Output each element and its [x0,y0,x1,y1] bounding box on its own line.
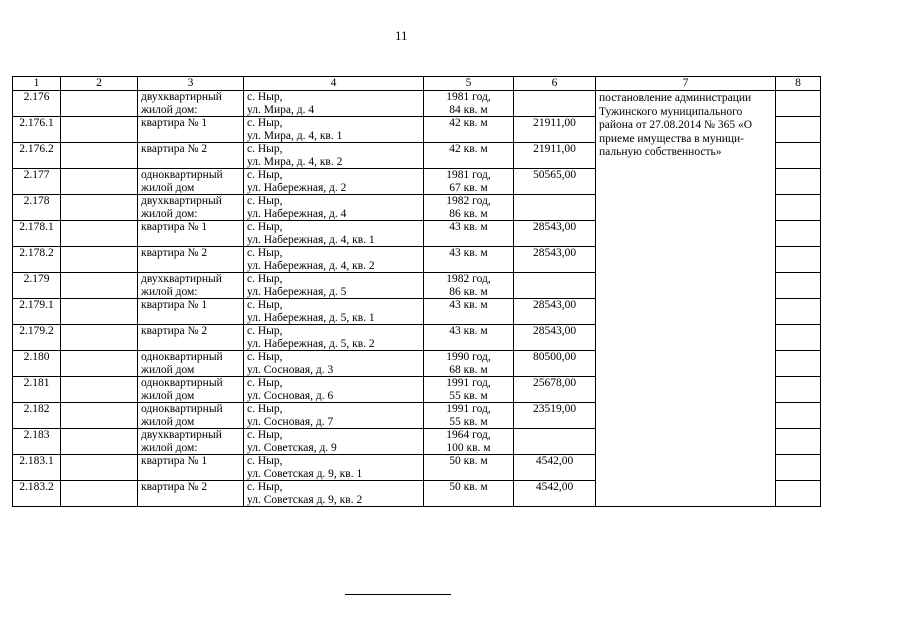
object-type-cell [138,117,244,143]
year-area-line: 1991 год, [446,403,491,415]
year-area-line: 50 кв. м [449,481,488,493]
cost-cell [514,455,596,481]
year-area-cell [424,273,514,299]
object-type-cell [138,429,244,455]
cost-value: 4542,00 [535,481,574,493]
object-type-line: жилой дом [141,363,195,376]
object-type-cell [138,143,244,169]
address-cell [244,169,424,195]
object-type-line: одноквартирный [141,403,223,415]
object-type-cell [138,455,244,481]
address-cell [244,377,424,403]
registry-number: 2.181 [23,377,50,389]
registry-number-cell [13,221,61,247]
cost-value: 28543,00 [532,221,577,233]
address-cell [244,403,424,429]
year-area-cell [424,351,514,377]
year-area-line: 67 кв. м [449,181,488,194]
empty-cell [61,351,138,377]
year-area-cell [424,481,514,507]
address-cell [244,273,424,299]
year-area-line: 43 кв. м [449,247,488,259]
cost-cell [514,247,596,273]
column-header: 1 [13,77,61,91]
address-cell [244,221,424,247]
empty-cell [776,325,821,351]
address-line: с. Ныр, [247,403,283,415]
address-line: ул. Набережная, д. 5, кв. 2 [247,337,375,350]
year-area-cell [424,91,514,117]
address-line: с. Ныр, [247,481,283,493]
empty-cell [776,455,821,481]
object-type-line: жилой дом: [141,285,198,298]
object-type-line: квартира № 1 [141,299,208,311]
registry-number-cell [13,351,61,377]
address-cell [244,247,424,273]
object-type-cell [138,299,244,325]
address-line: ул. Мира, д. 4, кв. 2 [247,155,343,168]
cost-value: 28543,00 [532,247,577,259]
cost-cell [514,299,596,325]
year-area-cell [424,221,514,247]
object-type-line: жилой дом: [141,207,198,220]
table-body [13,91,821,507]
year-area-cell [424,143,514,169]
empty-cell [776,351,821,377]
object-type-cell [138,403,244,429]
empty-cell [776,91,821,117]
cost-cell [514,169,596,195]
empty-cell [61,481,138,507]
object-type-line: двухквартирный [141,91,222,103]
year-area-line: 55 кв. м [449,415,488,428]
registry-number: 2.179.2 [19,325,54,337]
empty-cell [776,273,821,299]
address-line: с. Ныр, [247,429,283,441]
registry-number: 2.183.2 [19,481,54,493]
empty-cell [776,117,821,143]
registry-number-cell [13,91,61,117]
empty-cell [776,143,821,169]
address-cell [244,351,424,377]
address-line: с. Ныр, [247,169,283,181]
cost-value: 50565,00 [532,169,577,181]
object-type-cell [138,325,244,351]
address-line: ул. Сосновая, д. 6 [247,389,334,402]
address-line: ул. Набережная, д. 5, кв. 1 [247,311,375,324]
empty-cell [61,455,138,481]
registry-number: 2.178.2 [19,247,54,259]
object-type-line: квартира № 2 [141,325,208,337]
year-area-line: 100 кв. м [446,441,491,454]
empty-cell [776,299,821,325]
address-line: с. Ныр, [247,351,283,363]
year-area-line: 1982 год, [446,273,491,285]
year-area-line: 1981 год, [446,91,491,103]
registry-number-cell [13,481,61,507]
address-line: ул. Советская д. 9, кв. 2 [247,493,363,506]
object-type-line: одноквартирный [141,351,223,363]
address-line: ул. Мира, д. 4 [247,103,315,116]
year-area-cell [424,247,514,273]
cost-cell [514,117,596,143]
registry-number: 2.182 [23,403,50,415]
empty-cell [776,221,821,247]
table-row [13,91,821,117]
registry-number-cell [13,273,61,299]
empty-cell [776,403,821,429]
empty-cell [61,299,138,325]
registry-number: 2.177 [23,169,50,181]
object-type-line: одноквартирный [141,377,223,389]
year-area-line: 86 кв. м [449,285,488,298]
address-line: ул. Сосновая, д. 7 [247,415,334,428]
address-line: с. Ныр, [247,221,283,233]
registry-number: 2.179.1 [19,299,54,311]
object-type-line: двухквартирный [141,429,222,441]
year-area-line: 43 кв. м [449,299,488,311]
address-line: ул. Набережная, д. 4, кв. 2 [247,259,375,272]
empty-cell [61,377,138,403]
year-area-line: 1990 год, [446,351,491,363]
cost-cell [514,143,596,169]
empty-cell [61,325,138,351]
year-area-line: 42 кв. м [449,143,488,155]
object-type-cell [138,91,244,117]
year-area-cell [424,429,514,455]
address-line: с. Ныр, [247,455,283,467]
address-cell [244,117,424,143]
registry-number: 2.176 [23,91,50,103]
cost-cell [514,221,596,247]
address-line: с. Ныр, [247,377,283,389]
object-type-cell [138,377,244,403]
address-line: с. Ныр, [247,143,283,155]
empty-cell [776,195,821,221]
empty-cell [776,429,821,455]
year-area-line: 1964 год, [446,429,491,441]
cost-cell [514,481,596,507]
object-type-line: двухквартирный [141,195,222,207]
basis-document-cell [596,91,776,507]
year-area-line: 1981 год, [446,169,491,181]
year-area-cell [424,455,514,481]
cost-cell [514,351,596,377]
object-type-cell [138,273,244,299]
object-type-line: двухквартирный [141,273,222,285]
registry-number: 2.183 [23,429,50,441]
cost-value: 23519,00 [532,403,577,415]
empty-cell [61,273,138,299]
registry-number-cell [13,325,61,351]
empty-cell [776,169,821,195]
year-area-line: 1982 год, [446,195,491,207]
object-type-line: квартира № 2 [141,481,208,493]
cost-value: 28543,00 [532,299,577,311]
address-cell [244,429,424,455]
address-cell [244,455,424,481]
address-line: ул. Набережная, д. 2 [247,181,347,194]
header-row [13,77,821,91]
address-line: с. Ныр, [247,117,283,129]
page-number: 11 [395,28,408,43]
object-type-line: квартира № 2 [141,247,208,259]
object-type-line: квартира № 2 [141,143,208,155]
registry-number: 2.183.1 [19,455,54,467]
registry-number: 2.178.1 [19,221,54,233]
year-area-cell [424,325,514,351]
object-type-line: квартира № 1 [141,455,208,467]
address-line: с. Ныр, [247,195,283,207]
object-type-cell [138,221,244,247]
registry-number: 2.179 [23,273,50,285]
cost-cell [514,377,596,403]
registry-number-cell [13,299,61,325]
object-type-line: квартира № 1 [141,117,208,129]
address-line: с. Ныр, [247,91,283,103]
year-area-line: 84 кв. м [449,103,488,116]
year-area-line: 42 кв. м [449,117,488,129]
registry-number-cell [13,143,61,169]
address-cell [244,481,424,507]
object-type-line: квартира № 1 [141,221,208,233]
footer-divider [345,594,451,595]
empty-cell [61,143,138,169]
object-type-cell [138,481,244,507]
object-type-line: жилой дом [141,389,195,402]
registry-number-cell [13,195,61,221]
column-header: 3 [138,77,244,91]
address-line: ул. Мира, д. 4, кв. 1 [247,129,343,142]
cost-value: 28543,00 [532,325,577,337]
column-header: 4 [244,77,424,91]
year-area-line: 50 кв. м [449,455,488,467]
empty-cell [61,91,138,117]
object-type-line: жилой дом: [141,441,198,454]
basis-document-text: постановление администрации Тужинского муниципального района от 27.08.2014 № 365 «О приеме имущества в муници-пальную собственность» [599,92,753,158]
registry-number-cell [13,377,61,403]
year-area-line: 43 кв. м [449,221,488,233]
address-cell [244,195,424,221]
object-type-cell [138,247,244,273]
year-area-cell [424,403,514,429]
year-area-line: 86 кв. м [449,207,488,220]
column-header: 2 [61,77,138,91]
year-area-cell [424,299,514,325]
empty-cell [776,247,821,273]
year-area-line: 43 кв. м [449,325,488,337]
cost-value: 21911,00 [533,143,576,155]
cost-cell [514,273,596,299]
object-type-cell [138,169,244,195]
address-line: ул. Сосновая, д. 3 [247,363,334,376]
cost-cell [514,403,596,429]
object-type-cell [138,195,244,221]
address-cell [244,325,424,351]
registry-number-cell [13,247,61,273]
registry-number-cell [13,169,61,195]
address-cell [244,299,424,325]
year-area-cell [424,169,514,195]
address-line: с. Ныр, [247,273,283,285]
address-line: с. Ныр, [247,299,283,311]
column-header: 7 [596,77,776,91]
registry-number-cell [13,403,61,429]
address-line: с. Ныр, [247,247,283,259]
column-header: 8 [776,77,821,91]
cost-value: 80500,00 [532,351,577,363]
object-type-cell [138,351,244,377]
empty-cell [776,377,821,403]
address-cell [244,91,424,117]
object-type-line: одноквартирный [141,169,223,181]
column-header: 5 [424,77,514,91]
registry-number-cell [13,455,61,481]
year-area-cell [424,195,514,221]
address-line: ул. Набережная, д. 5 [247,285,347,298]
object-type-line: жилой дом: [141,103,198,116]
address-line: с. Ныр, [247,325,283,337]
empty-cell [61,429,138,455]
cost-cell [514,325,596,351]
address-cell [244,143,424,169]
registry-number: 2.176.2 [19,143,54,155]
registry-number: 2.178 [23,195,50,207]
empty-cell [61,195,138,221]
column-header: 6 [514,77,596,91]
year-area-cell [424,117,514,143]
year-area-line: 55 кв. м [449,389,488,402]
year-area-line: 68 кв. м [449,363,488,376]
address-line: ул. Советская д. 9, кв. 1 [247,467,363,480]
cost-value: 25678,00 [532,377,577,389]
year-area-line: 1991 год, [446,377,491,389]
empty-cell [776,481,821,507]
year-area-cell [424,377,514,403]
address-line: ул. Набережная, д. 4, кв. 1 [247,233,375,246]
empty-cell [61,117,138,143]
address-line: ул. Советская, д. 9 [247,441,337,454]
cost-cell [514,195,596,221]
empty-cell [61,403,138,429]
object-type-line: жилой дом [141,181,195,194]
cost-value: 21911,00 [533,117,576,129]
registry-number: 2.176.1 [19,117,54,129]
registry-number: 2.180 [23,351,50,363]
cost-cell [514,91,596,117]
registry-number-cell [13,117,61,143]
address-line: ул. Набережная, д. 4 [247,207,347,220]
cost-cell [514,429,596,455]
cost-value: 4542,00 [535,455,574,467]
registry-number-cell [13,429,61,455]
object-type-line: жилой дом [141,415,195,428]
empty-cell [61,247,138,273]
property-registry-table [12,76,821,507]
empty-cell [61,169,138,195]
empty-cell [61,221,138,247]
